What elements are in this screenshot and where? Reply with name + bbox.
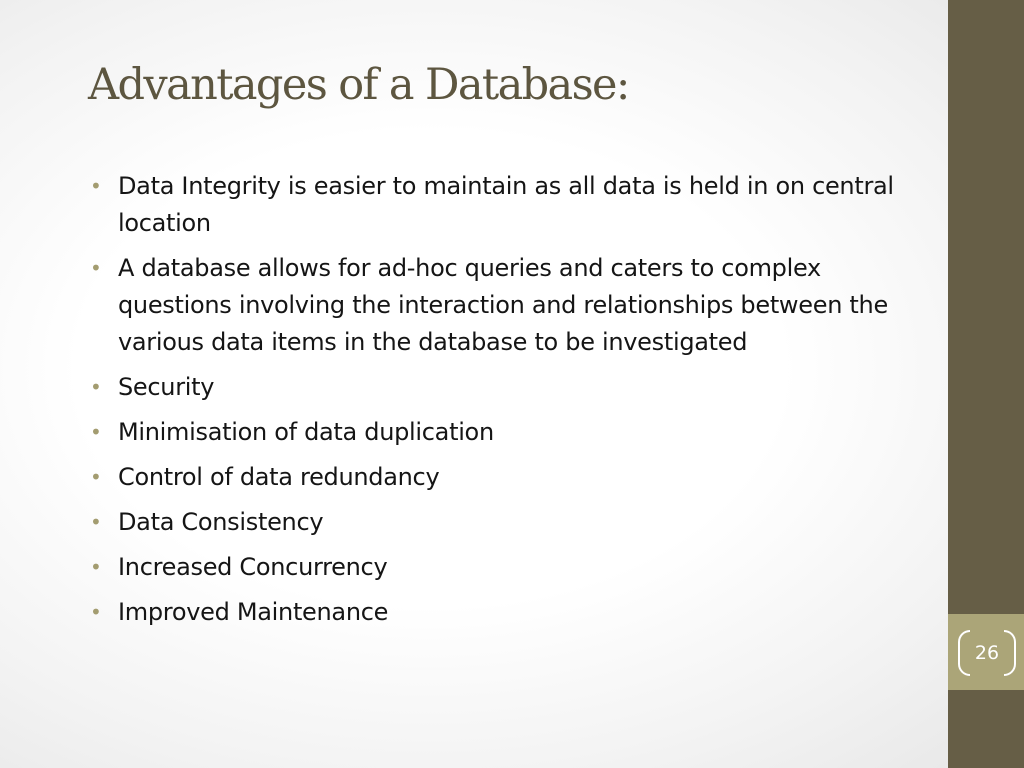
bullet-text: A database allows for ad-hoc queries and caters to complex questions involving the interaction and relationships between the various data items in the database to be investigated — [118, 254, 888, 356]
bullet-icon: • — [90, 375, 102, 399]
page-number-brackets — [958, 630, 1016, 676]
bullet-icon: • — [90, 420, 102, 444]
slide-title: Advantages of a Database: — [88, 60, 629, 110]
bullet-text: Security — [118, 373, 215, 401]
bullet-item — [90, 504, 930, 541]
bullet-text: Increased Concurrency — [118, 553, 388, 581]
bullet-item — [90, 459, 930, 496]
bullet-icon: • — [90, 465, 102, 489]
bullet-item — [90, 168, 930, 242]
bullet-list — [90, 168, 930, 639]
bullet-icon: • — [90, 600, 102, 624]
bullet-text: Improved Maintenance — [118, 598, 389, 626]
bullet-item — [90, 414, 930, 451]
bullet-item — [90, 549, 930, 586]
bullet-text: Data Consistency — [118, 508, 324, 536]
bullet-icon: • — [90, 510, 102, 534]
bullet-item — [90, 369, 930, 406]
bullet-text: Minimisation of data duplication — [118, 418, 494, 446]
bullet-item — [90, 250, 930, 361]
bullet-item — [90, 594, 930, 631]
bullet-icon: • — [90, 256, 102, 280]
bullet-text: Control of data redundancy — [118, 463, 440, 491]
page-number: 26 — [974, 642, 1000, 664]
bullet-text: Data Integrity is easier to maintain as all data is held in on central location — [118, 172, 894, 237]
bullet-icon: • — [90, 555, 102, 579]
bullet-icon: • — [90, 174, 102, 198]
